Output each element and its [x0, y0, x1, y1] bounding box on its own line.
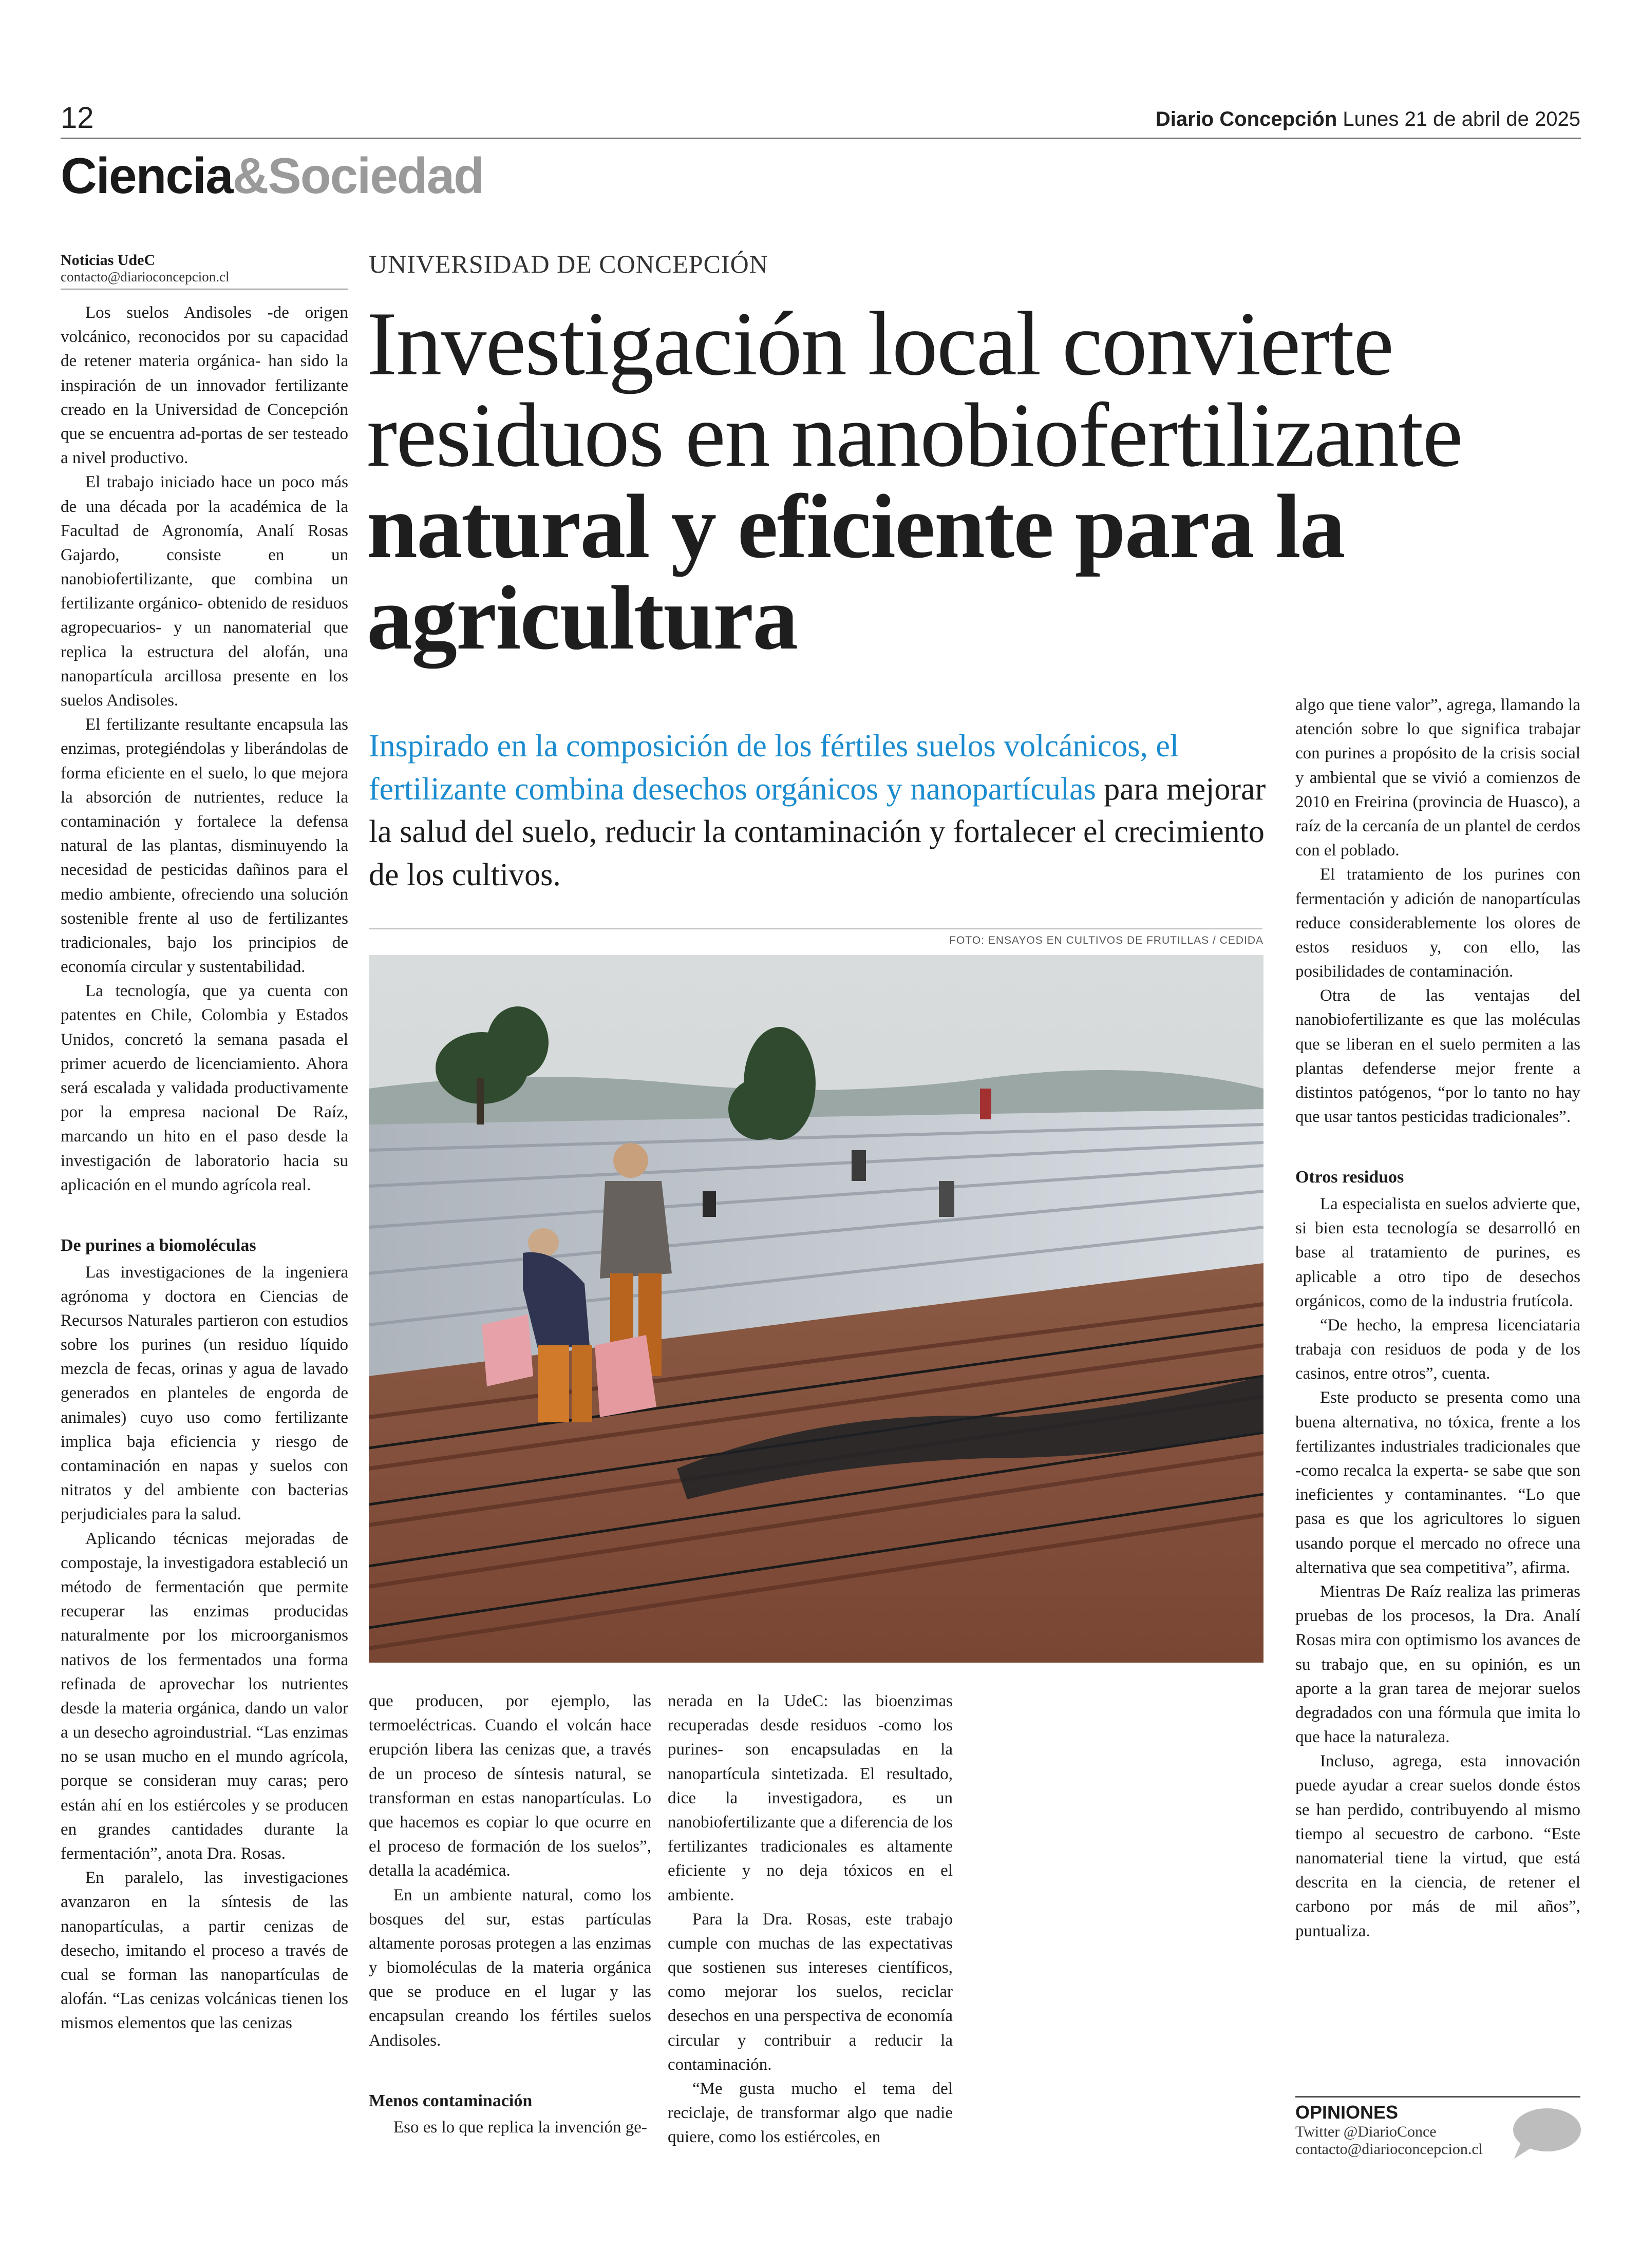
byline-email: contacto@diarioconcepcion.cl	[61, 269, 230, 284]
speech-bubble-icon	[1510, 2105, 1582, 2162]
col2-paragraph-1: que producen, por ejemplo, las termoeléctricas. Cuando el volcán hace erupción libera las cenizas que, a través de un proceso de síntesis natural, se transforman en estas nanopartículas. Lo que hacemos es copiar lo que ocurre en el proceso de formación de los suelos”, detalla la académica.	[369, 1692, 651, 1880]
article-column-2	[369, 1689, 651, 2140]
photo-credit: FOTO: ENSAYOS EN CULTIVOS DE FRUTILLAS / CEDIDA	[949, 935, 1263, 946]
col4-paragraph-7: Mientras De Raíz realiza las primeras pruebas de los procesos, la Dra. Analí Rosas mira con optimismo los avances de su trabajo que, en su opinión, es un aporte a la gran tarea de mejorar suelos degradados con una fórmula que imita lo que hace la naturaleza.	[1295, 1582, 1580, 1747]
col4-paragraph-4: La especialista en suelos advierte que, si bien esta tecnología se desarrolló en base al tratamiento de purines, es aplicable a otro tipo de desechos orgánicos, como de la industria frutícola.	[1295, 1194, 1580, 1310]
deck-text: para mejorar la salud del suelo, reducir la contaminación y fortalecer el crecimiento de los cultivos.	[369, 771, 1266, 893]
byline-name: Noticias UdeC	[61, 252, 156, 269]
col4-subhead: Otros residuos	[1295, 1168, 1404, 1187]
col3-paragraph-1: nerada en la UdeC: las bioenzimas recuperadas desde residuos -como los purines- son encapsuladas en la nanopartícula sintetizada. El resultado, dice la investigadora, es un nanobiofertilizante que a diferencia de los fertilizantes tradicionales es altamente eficiente y no deja tóxicos en el ambiente.	[668, 1692, 953, 1904]
article-deck	[369, 725, 1273, 897]
publication-name: Diario Concepción	[1155, 108, 1337, 130]
article-column-4	[1295, 693, 1580, 1943]
col2-subhead: Menos contaminación	[369, 2091, 533, 2110]
opinions-label: OPINIONES	[1295, 2102, 1399, 2123]
headline-line-3: natural y eficiente para la	[367, 475, 1345, 577]
deck-highlight: Inspirado en la composición de los fértiles suelos volcánicos, el fertilizante combina desechos orgánicos y nanopartículas	[369, 729, 1179, 807]
section-title-part2: &Sociedad	[232, 147, 484, 204]
field-workers-photo	[369, 955, 1263, 1663]
article-column-1	[61, 301, 348, 2036]
byline-divider	[61, 289, 348, 290]
section-title-part1: Ciencia	[61, 147, 233, 204]
col1-paragraph-6: Aplicando técnicas mejoradas de compostaje, la investigadora estableció un método de fermentación que permite recuperar las enzimas producidas naturalmente por los microorganismos nativos de los fermentados una forma refinada de aprovechar los nutrientes desde la materia orgánica, dando un valor a un desecho agroindustrial. “Las enzimas no se usan mucho en el mundo agrícola, porque se consideran muy caras; pero están ahí en los estiércoles y se producen en grandes cantidades durante la fermentación”, anota Dra. Rosas.	[61, 1529, 348, 1863]
col3-paragraph-2: Para la Dra. Rosas, este trabajo cumple con muchas de las expectativas que sostienen sus intereses científicos, como mejorar los suelos, reciclar desechos en una perspectiva de economía circular y contribuir a reducir la contaminación.	[668, 1910, 953, 2074]
article-photo	[369, 955, 1263, 1663]
opinions-twitter: Twitter @DiarioConce	[1295, 2123, 1437, 2140]
col4-paragraph-2: El tratamiento de los purines con fermentación y adición de nanopartículas reduce considerablemente los olores de estos residuos y, con ello, las posibilidades de contaminación.	[1295, 865, 1580, 981]
header-divider	[61, 138, 1581, 139]
col4-paragraph-6: Este producto se presenta como una buena alternativa, no tóxica, frente a los fertilizantes industriales tradicionales que -como recalca la experta- se sabe que son ineficientes y contaminantes. “Lo que pasa es que los agricultores lo siguen usando porque el mercado no ofrece una alternativa que sea competitiva”, afirma.	[1295, 1388, 1580, 1577]
col4-paragraph-3: Otra de las ventajas del nanobiofertilizante es que las moléculas que se liberan en el suelo permiten a las plantas defenderse mejor frente a distintos patógenos, “por lo tanto no hay que usar tantos pesticidas tradicionales”.	[1295, 986, 1580, 1127]
opinions-divider	[1295, 2096, 1580, 2098]
section-title	[61, 147, 483, 205]
page-number: 12	[61, 101, 94, 135]
publication-date-header	[1156, 108, 1580, 131]
col1-paragraph-3: El fertilizante resultante encapsula las enzimas, protegiéndolas y liberándolas de forma eficiente en el suelo, lo que mejora la absorción de nutrientes, reduce la contaminación y fortalece la defensa natural de las plantas, disminuyendo la necesidad de pesticidas dañinos para el medio ambiente, ofreciendo una solución sostenible frente al uso de fertilizantes tradicionales, bajo los principios de economía circular y sustentabilidad.	[61, 715, 348, 977]
opinions-email: contacto@diarioconcepcion.cl	[1295, 2141, 1483, 2158]
col3-paragraph-3: “Me gusta mucho el tema del reciclaje, de transformar algo que nadie quiere, como los estiércoles, en	[668, 2080, 953, 2147]
article-headline	[367, 293, 1579, 669]
col1-paragraph-2: El trabajo iniciado hace un poco más de una década por la académica de la Facultad de Agronomía, Analí Rosas Gajardo, consiste en un nanobiofertilizante, que combina un fertilizante orgánico- obtenido de residuos agropecuarios- y un nanomaterial que replica la estructura del alofán, una nanopartícula arcillosa presente en los suelos Andisoles.	[61, 473, 348, 710]
headline-line-2: residuos en nanobiofertilizante	[367, 384, 1462, 486]
col1-paragraph-7: En paralelo, las investigaciones avanzaron en la síntesis de las nanopartículas, a partir cenizas de desecho, imitando el proceso a través de cual se forman las nanopartículas de alofán. “Las cenizas volcánicas tienen los mismos elementos que las cenizas	[61, 1869, 348, 2033]
article-column-3	[668, 1689, 953, 2150]
publication-date: Lunes 21 de abril de 2025	[1343, 108, 1580, 130]
col1-paragraph-5: Las investigaciones de la ingeniera agrónoma y doctora en Ciencias de Recursos Naturales partieron con estudios sobre los purines (un residuo líquido mezcla de fecas, orinas y agua de lavado generados en planteles de engorda de animales) cuyo uso como fertilizante implica baja eficiencia y riesgo de contaminación en napas y suelos con nitratos y del ambiente con bacterias perjudiciales para la salud.	[61, 1263, 348, 1524]
caption-divider	[369, 928, 1262, 929]
col4-paragraph-1: algo que tiene valor”, agrega, llamando la atención sobre lo que significa trabajar con purines a propósito de la crisis social y ambiental que se vivió a comienzos de 2010 en Freirina (provincia de Huasco), a raíz de la cercanía de un plantel de cerdos con el poblado.	[1295, 696, 1580, 860]
byline	[61, 252, 348, 285]
headline-line-1: Investigación local convierte	[367, 293, 1393, 394]
col1-subhead: De purines a biomoléculas	[61, 1235, 256, 1255]
col2-paragraph-3: Eso es lo que replica la invención ge-	[393, 2118, 647, 2137]
headline-line-4: agricultura	[367, 567, 798, 669]
col1-paragraph-4: La tecnología, que ya cuenta con patentes en Chile, Colombia y Estados Unidos, concretó la semana pasada el primer acuerdo de licenciamiento. Ahora será escalada y validada productivamente por la empresa nacional De Raíz, marcando un hito en el paso desde la investigación de laboratorio hacia su aplicación en el mundo agrícola real.	[61, 982, 348, 1194]
col4-paragraph-8: Incluso, agrega, esta innovación puede ayudar a crear suelos donde éstos se han perdido, contribuyendo al mismo tiempo al secuestro de carbono. “Este nanomaterial tiene la virtud, que está descrita en la ciencia, de retener el carbono por más de mil años”, puntualiza.	[1295, 1752, 1580, 1940]
col1-paragraph-1: Los suelos Andisoles -de origen volcánico, reconocidos por su capacidad de retener materia orgánica- han sido la inspiración de un innovador fertilizante creado en la Universidad de Concepción que se encuentra ad-portas de ser testeado a nivel productivo.	[61, 303, 348, 468]
col2-paragraph-2: En un ambiente natural, como los bosques del sur, estas partículas altamente porosas protegen a las enzimas y biomoléculas de la materia orgánica que se produce en el lugar y las encapsulan creando los fértiles suelos Andisoles.	[369, 1885, 651, 2050]
article-kicker: UNIVERSIDAD DE CONCEPCIÓN	[369, 250, 768, 278]
col4-paragraph-5: “De hecho, la empresa licenciataria trabaja con residuos de poda y de los casinos, entre otros”, cuenta.	[1295, 1316, 1580, 1383]
